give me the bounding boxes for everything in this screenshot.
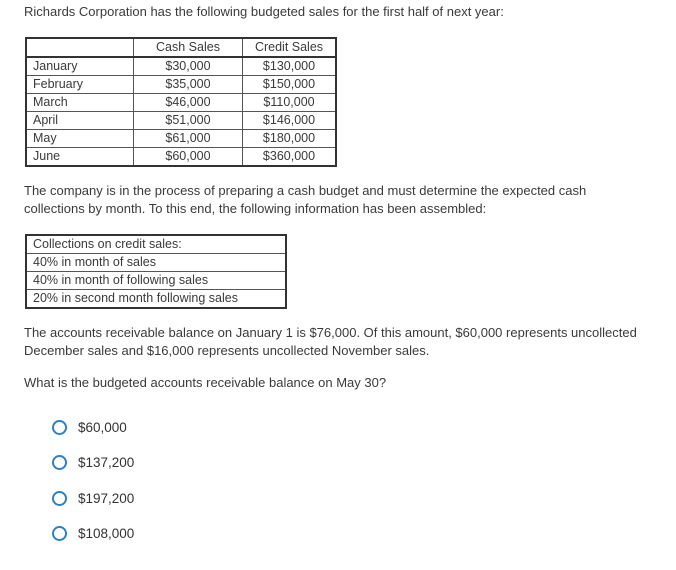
sales-month: February xyxy=(26,76,134,94)
collections-cell: Collections on credit sales: xyxy=(26,235,286,254)
sales-cash: $30,000 xyxy=(134,57,243,76)
radio-button[interactable] xyxy=(52,455,67,470)
collections-row xyxy=(26,272,286,290)
answer-option-label: $108,000 xyxy=(78,526,135,541)
radio-button[interactable] xyxy=(52,420,67,435)
sales-month: January xyxy=(26,57,134,76)
sales-row xyxy=(26,94,336,112)
radio-button[interactable] xyxy=(52,491,67,506)
radio-button[interactable] xyxy=(52,526,67,541)
sales-row xyxy=(26,57,336,76)
cash-budget-text: The company is in the process of preparing a cash budget and must determine the expected cash collections by month. To this end, the following information has been assembled: xyxy=(24,183,587,216)
answer-option-label: $60,000 xyxy=(78,419,127,435)
sales-cash: $60,000 xyxy=(134,148,243,167)
sales-month: May xyxy=(26,130,134,148)
sales-credit: $146,000 xyxy=(243,112,337,130)
collections-table xyxy=(25,234,287,309)
collections-row xyxy=(26,235,286,254)
sales-cash: $51,000 xyxy=(134,112,243,130)
sales-row xyxy=(26,148,336,167)
answer-option-2[interactable] xyxy=(52,453,134,473)
sales-cash: $46,000 xyxy=(134,94,243,112)
answer-options xyxy=(52,417,134,559)
sales-header-credit: Credit Sales xyxy=(243,38,337,57)
sales-month: March xyxy=(26,94,134,112)
sales-credit: $150,000 xyxy=(243,76,337,94)
sales-table xyxy=(25,37,337,167)
accounts-receivable-text: The accounts receivable balance on January 1 is $76,000. Of this amount, $60,000 represents uncollected December sales and $16,000 represents uncollected November sales. xyxy=(24,325,637,358)
sales-credit: $130,000 xyxy=(243,57,337,76)
sales-month: June xyxy=(26,148,134,167)
answer-option-label: $197,200 xyxy=(78,490,135,506)
answer-option-3[interactable] xyxy=(52,488,134,508)
collections-cell: 40% in month of following sales xyxy=(26,272,286,290)
sales-month: April xyxy=(26,112,134,130)
sales-row xyxy=(26,76,336,94)
sales-header-cash: Cash Sales xyxy=(134,38,243,57)
sales-cash: $61,000 xyxy=(134,130,243,148)
sales-table-header-row xyxy=(26,38,336,57)
intro-text: Richards Corporation has the following budgeted sales for the first half of next year: xyxy=(24,4,504,19)
question-text: What is the budgeted accounts receivable balance on May 30? xyxy=(24,375,387,390)
sales-credit: $360,000 xyxy=(243,148,337,167)
collections-cell: 40% in month of sales xyxy=(26,254,286,272)
sales-row xyxy=(26,112,336,130)
sales-header-blank xyxy=(26,38,134,57)
sales-credit: $180,000 xyxy=(243,130,337,148)
sales-cash: $35,000 xyxy=(134,76,243,94)
collections-row xyxy=(26,290,286,309)
sales-credit: $110,000 xyxy=(243,94,337,112)
sales-row xyxy=(26,130,336,148)
collections-row xyxy=(26,254,286,272)
answer-option-4[interactable] xyxy=(52,524,134,544)
answer-option-1[interactable] xyxy=(52,417,134,437)
answer-option-label: $137,200 xyxy=(78,455,135,470)
collections-cell: 20% in second month following sales xyxy=(26,290,286,309)
